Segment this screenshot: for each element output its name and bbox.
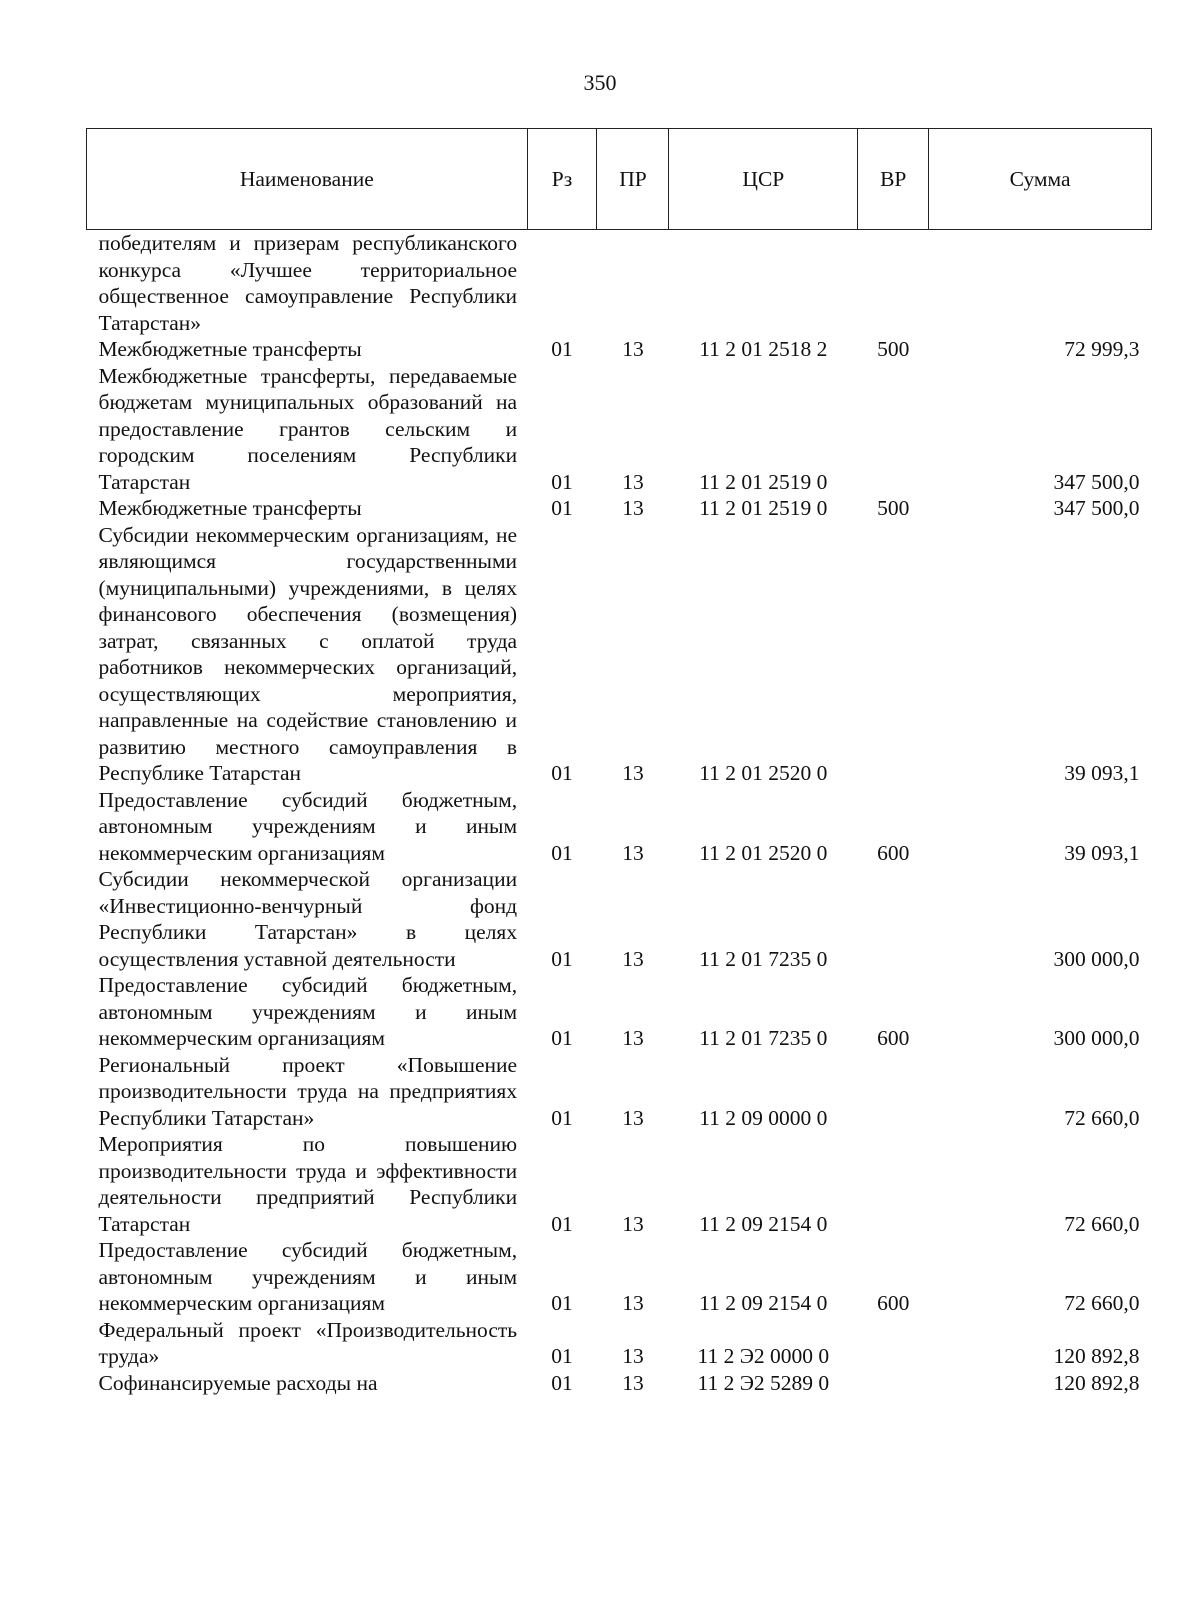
header-pr: ПР — [597, 129, 669, 230]
cell-pr: 13 — [622, 1105, 644, 1130]
cell-vr: 500 — [877, 337, 910, 361]
table-header — [87, 129, 1152, 230]
cell-vr: 500 — [877, 496, 910, 520]
cell-rz: 01 — [551, 1105, 573, 1130]
table-row — [87, 522, 1152, 787]
cell-vr — [858, 1317, 929, 1370]
cell-vr — [858, 363, 929, 496]
table-row — [87, 495, 1152, 522]
cell-rz: 01 — [551, 1344, 573, 1368]
cell-sum: 347 500,0 — [1053, 469, 1140, 494]
cell-pr: 13 — [622, 469, 644, 494]
cell-csr: 11 2 01 7235 0 — [699, 946, 828, 971]
cell-name: Предоставление субсидий бюджетным, автономным учреждениям и иным некоммерческим организациям — [98, 787, 518, 865]
cell-rz: 01 — [551, 337, 573, 361]
table-row — [87, 1237, 1152, 1317]
table-row — [87, 1131, 1152, 1237]
cell-pr: 13 — [622, 1344, 644, 1368]
cell-name: Предоставление субсидий бюджетным, автономным учреждениям и иным некоммерческим организациям — [98, 973, 518, 1050]
budget-table — [86, 128, 1152, 1396]
cell-csr — [669, 230, 858, 337]
cell-sum: 39 093,1 — [1064, 840, 1140, 865]
cell-vr — [858, 1052, 929, 1132]
header-csr: ЦСР — [669, 129, 858, 230]
cell-csr: 11 2 01 2520 0 — [699, 840, 828, 865]
header-rz: Рз — [527, 129, 597, 230]
cell-pr — [597, 230, 669, 337]
cell-vr: 600 — [877, 840, 910, 865]
cell-vr — [858, 522, 929, 787]
cell-csr: 11 2 01 2519 0 — [699, 496, 828, 520]
cell-vr — [858, 866, 929, 972]
cell-pr: 13 — [622, 1211, 644, 1236]
cell-rz: 01 — [551, 1026, 573, 1050]
cell-vr: 600 — [877, 1026, 910, 1050]
cell-name: победителям и призерам республиканского конкурса «Лучшее территориальное общественное самоуправление Республики Татарстан» — [98, 231, 518, 335]
cell-pr: 13 — [622, 1370, 644, 1395]
cell-rz: 01 — [551, 761, 573, 785]
cell-sum: 39 093,1 — [1064, 761, 1140, 785]
cell-rz: 01 — [551, 1370, 573, 1395]
header-sum: Сумма — [929, 129, 1152, 230]
table-row — [87, 1317, 1152, 1370]
cell-sum: 72 660,0 — [1064, 1291, 1140, 1315]
cell-pr: 13 — [622, 337, 644, 361]
cell-rz: 01 — [551, 496, 573, 520]
table-body — [87, 230, 1152, 1397]
cell-sum: 72 660,0 — [1064, 1211, 1140, 1236]
cell-pr: 13 — [622, 840, 644, 865]
cell-sum: 347 500,0 — [1053, 496, 1140, 520]
cell-rz: 01 — [551, 840, 573, 865]
table-row — [87, 363, 1152, 496]
cell-pr: 13 — [622, 761, 644, 785]
cell-csr: 11 2 01 2520 0 — [699, 761, 828, 785]
cell-csr: 11 2 Э2 5289 0 — [697, 1370, 830, 1395]
cell-rz: 01 — [551, 1211, 573, 1236]
table-row — [87, 1052, 1152, 1132]
cell-name: Межбюджетные трансферты — [98, 496, 362, 520]
table-row — [87, 787, 1152, 867]
cell-name: Межбюджетные трансферты, передаваемые бюджетам муниципальных образований на предоставление грантов сельским и городским поселениям Республики Татарстан — [98, 363, 518, 494]
cell-name: Субсидии некоммерческой организации «Инвестиционно-венчурный фонд Республики Татарстан» в целях осуществления уставной деятельности — [98, 867, 518, 971]
cell-csr: 11 2 Э2 0000 0 — [697, 1344, 830, 1368]
cell-sum: 120 892,8 — [1053, 1370, 1140, 1395]
cell-rz — [527, 230, 597, 337]
table-row — [87, 1370, 1152, 1397]
cell-vr — [858, 1370, 929, 1397]
cell-pr: 13 — [622, 1026, 644, 1050]
cell-csr: 11 2 01 2519 0 — [699, 469, 828, 494]
cell-csr: 11 2 09 0000 0 — [699, 1105, 828, 1130]
table-row — [87, 336, 1152, 363]
cell-pr: 13 — [622, 496, 644, 520]
cell-pr: 13 — [622, 946, 644, 971]
cell-name: Софинансируемые расходы на — [98, 1370, 378, 1395]
cell-vr: 600 — [877, 1291, 910, 1315]
cell-csr: 11 2 09 2154 0 — [699, 1211, 828, 1236]
table-row — [87, 972, 1152, 1052]
cell-sum — [929, 230, 1152, 337]
cell-name: Межбюджетные трансферты — [98, 337, 362, 361]
cell-pr: 13 — [622, 1291, 644, 1315]
cell-rz: 01 — [551, 1291, 573, 1315]
cell-csr: 11 2 09 2154 0 — [699, 1291, 828, 1315]
cell-rz: 01 — [551, 946, 573, 971]
cell-sum: 300 000,0 — [1053, 946, 1140, 971]
table-row — [87, 866, 1152, 972]
cell-name: Мероприятия по повышению производительности труда и эффективности деятельности предприятий Республики Татарстан — [98, 1132, 518, 1236]
header-name: Наименование — [87, 129, 528, 230]
cell-csr: 11 2 01 7235 0 — [699, 1026, 828, 1050]
cell-sum: 72 999,3 — [1064, 337, 1140, 361]
cell-name: Федеральный проект «Производительность труда» — [98, 1317, 518, 1368]
header-vr: ВР — [858, 129, 929, 230]
cell-csr: 11 2 01 2518 2 — [699, 337, 828, 361]
cell-sum: 300 000,0 — [1053, 1026, 1140, 1050]
cell-vr — [858, 1131, 929, 1237]
cell-vr — [858, 230, 929, 337]
table-row — [87, 230, 1152, 337]
page-number: 350 — [583, 70, 617, 95]
cell-name: Предоставление субсидий бюджетным, автономным учреждениям и иным некоммерческим организациям — [98, 1238, 518, 1315]
cell-name: Региональный проект «Повышение производительности труда на предприятиях Республики Татарстан» — [98, 1052, 518, 1130]
cell-rz: 01 — [551, 469, 573, 494]
cell-sum: 120 892,8 — [1053, 1344, 1140, 1368]
cell-sum: 72 660,0 — [1064, 1105, 1140, 1130]
cell-name: Субсидии некоммерческим организациям, не являющимся государственными (муниципальными) учреждениями, в целях финансового обеспечения (возмещения) затрат, связанных с оплатой труда работников некоммерческих организаций, осуществляющих мероприятия, направленные на содействие становлению и развитию местного самоуправления в Республике Татарстан — [98, 522, 518, 785]
